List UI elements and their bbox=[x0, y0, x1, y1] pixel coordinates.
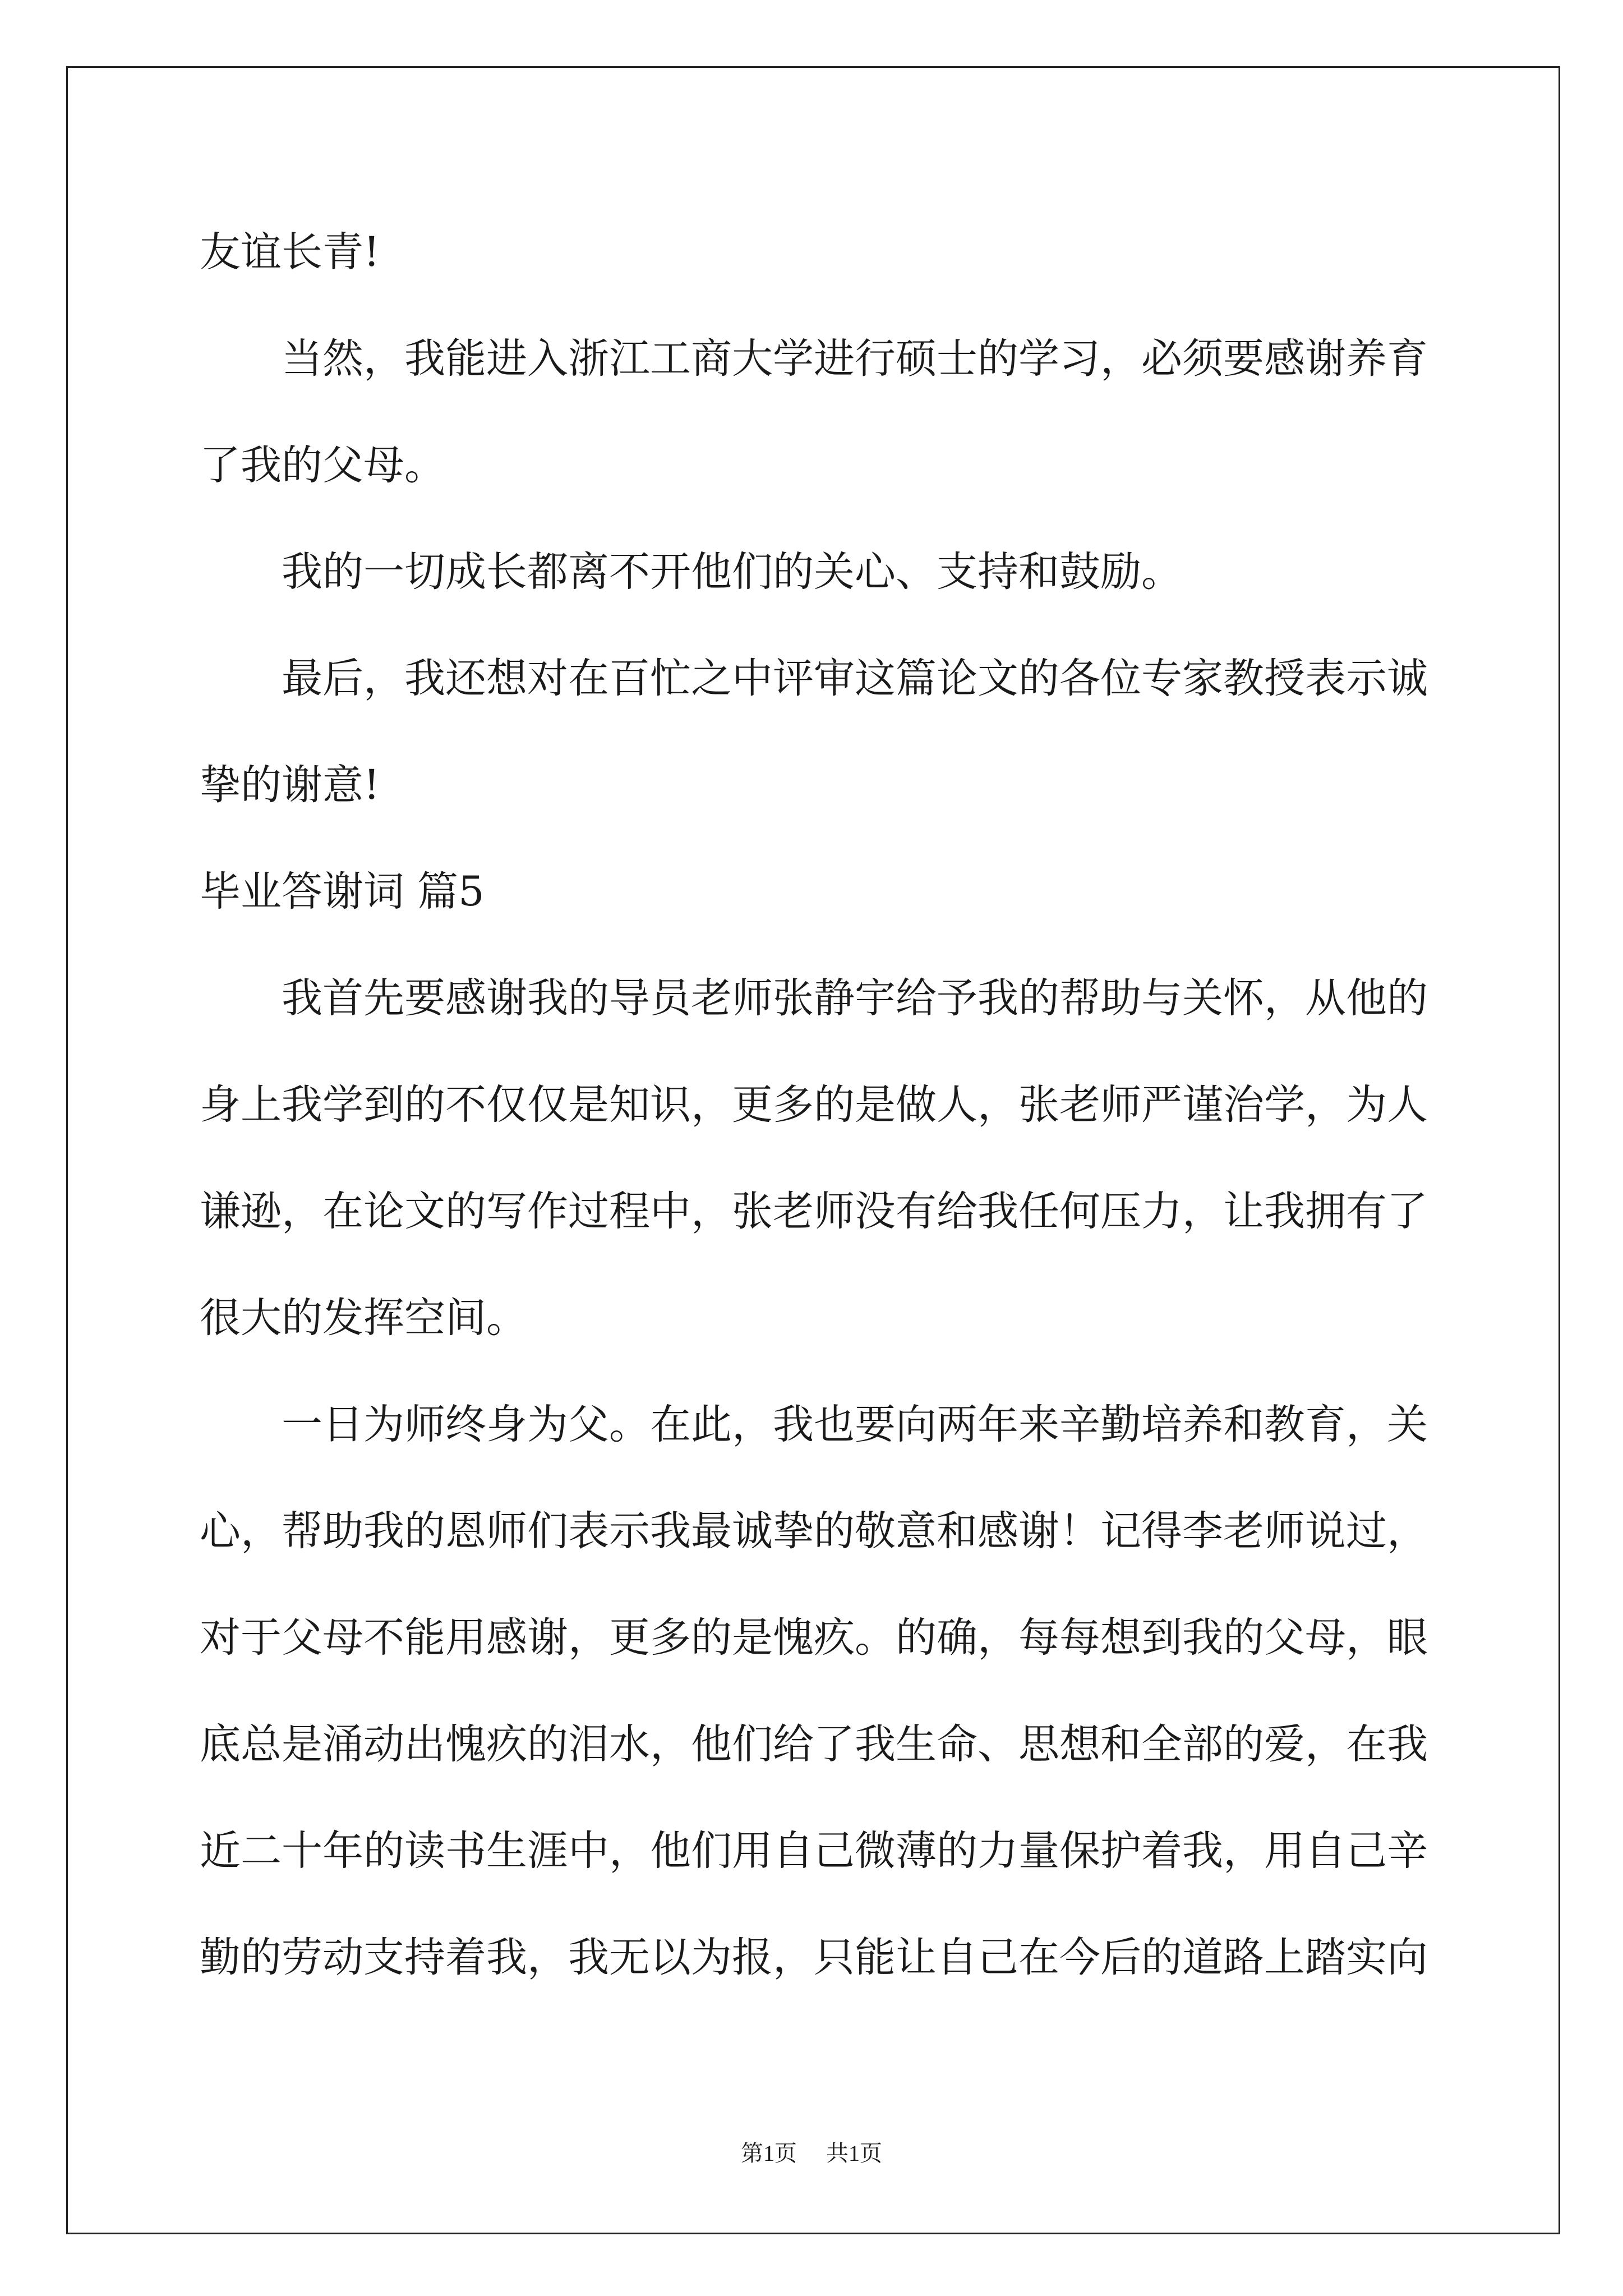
text-line: 一日为师终身为父。在此，我也要向两年来辛勤培养和教育，关 bbox=[282, 1401, 1428, 1448]
document-body bbox=[200, 199, 1490, 2011]
paragraph bbox=[200, 519, 1490, 625]
text-line: 我的一切成长都离不开他们的关心、支持和鼓励。 bbox=[282, 548, 1182, 596]
text-line: 了我的父母。 bbox=[200, 441, 445, 489]
text-line: 底总是涌动出愧疚的泪水，他们给了我生命、思想和全部的爱，在我 bbox=[200, 1720, 1428, 1768]
page-footer bbox=[0, 2138, 1623, 2169]
text-line: 心，帮助我的恩师们表示我最诚挚的敬意和感谢！记得李老师说过， bbox=[200, 1507, 1428, 1555]
text-line: 对于父母不能用感谢，更多的是愧疚。的确，每每想到我的父母，眼 bbox=[200, 1614, 1428, 1662]
text-line: 挚的谢意! bbox=[200, 761, 380, 809]
continued-paragraph bbox=[200, 199, 1490, 306]
text-line: 谦逊，在论文的写作过程中，张老师没有给我任何压力，让我拥有了 bbox=[200, 1188, 1428, 1235]
text-line: 我首先要感谢我的导员老师张静宇给予我的帮助与关怀，从他的 bbox=[282, 974, 1428, 1022]
text-line: 友谊长青! bbox=[200, 228, 380, 276]
paragraph bbox=[200, 1372, 1490, 2011]
page-total: 共1页 bbox=[826, 2141, 882, 2166]
text-line: 身上我学到的不仅仅是知识，更多的是做人，张老师严谨治学，为人 bbox=[200, 1081, 1428, 1129]
section-heading: 毕业答谢词 篇5 bbox=[200, 868, 485, 915]
text-line: 勤的劳动支持着我，我无以为报，只能让自己在今后的道路上踏实向 bbox=[200, 1934, 1428, 1981]
page-number: 第1页 bbox=[741, 2141, 797, 2166]
paragraph bbox=[200, 625, 1490, 839]
paragraph bbox=[200, 945, 1490, 1372]
text-line: 当然，我能进入浙江工商大学进行硕士的学习，必须要感谢养育 bbox=[282, 335, 1428, 383]
text-line: 很大的发挥空间。 bbox=[200, 1294, 527, 1342]
paragraph bbox=[200, 306, 1490, 519]
section-heading-block bbox=[200, 839, 1490, 945]
text-line: 近二十年的读书生涯中，他们用自己微薄的力量保护着我，用自己辛 bbox=[200, 1827, 1428, 1875]
text-line: 最后，我还想对在百忙之中评审这篇论文的各位专家教授表示诚 bbox=[282, 655, 1428, 702]
